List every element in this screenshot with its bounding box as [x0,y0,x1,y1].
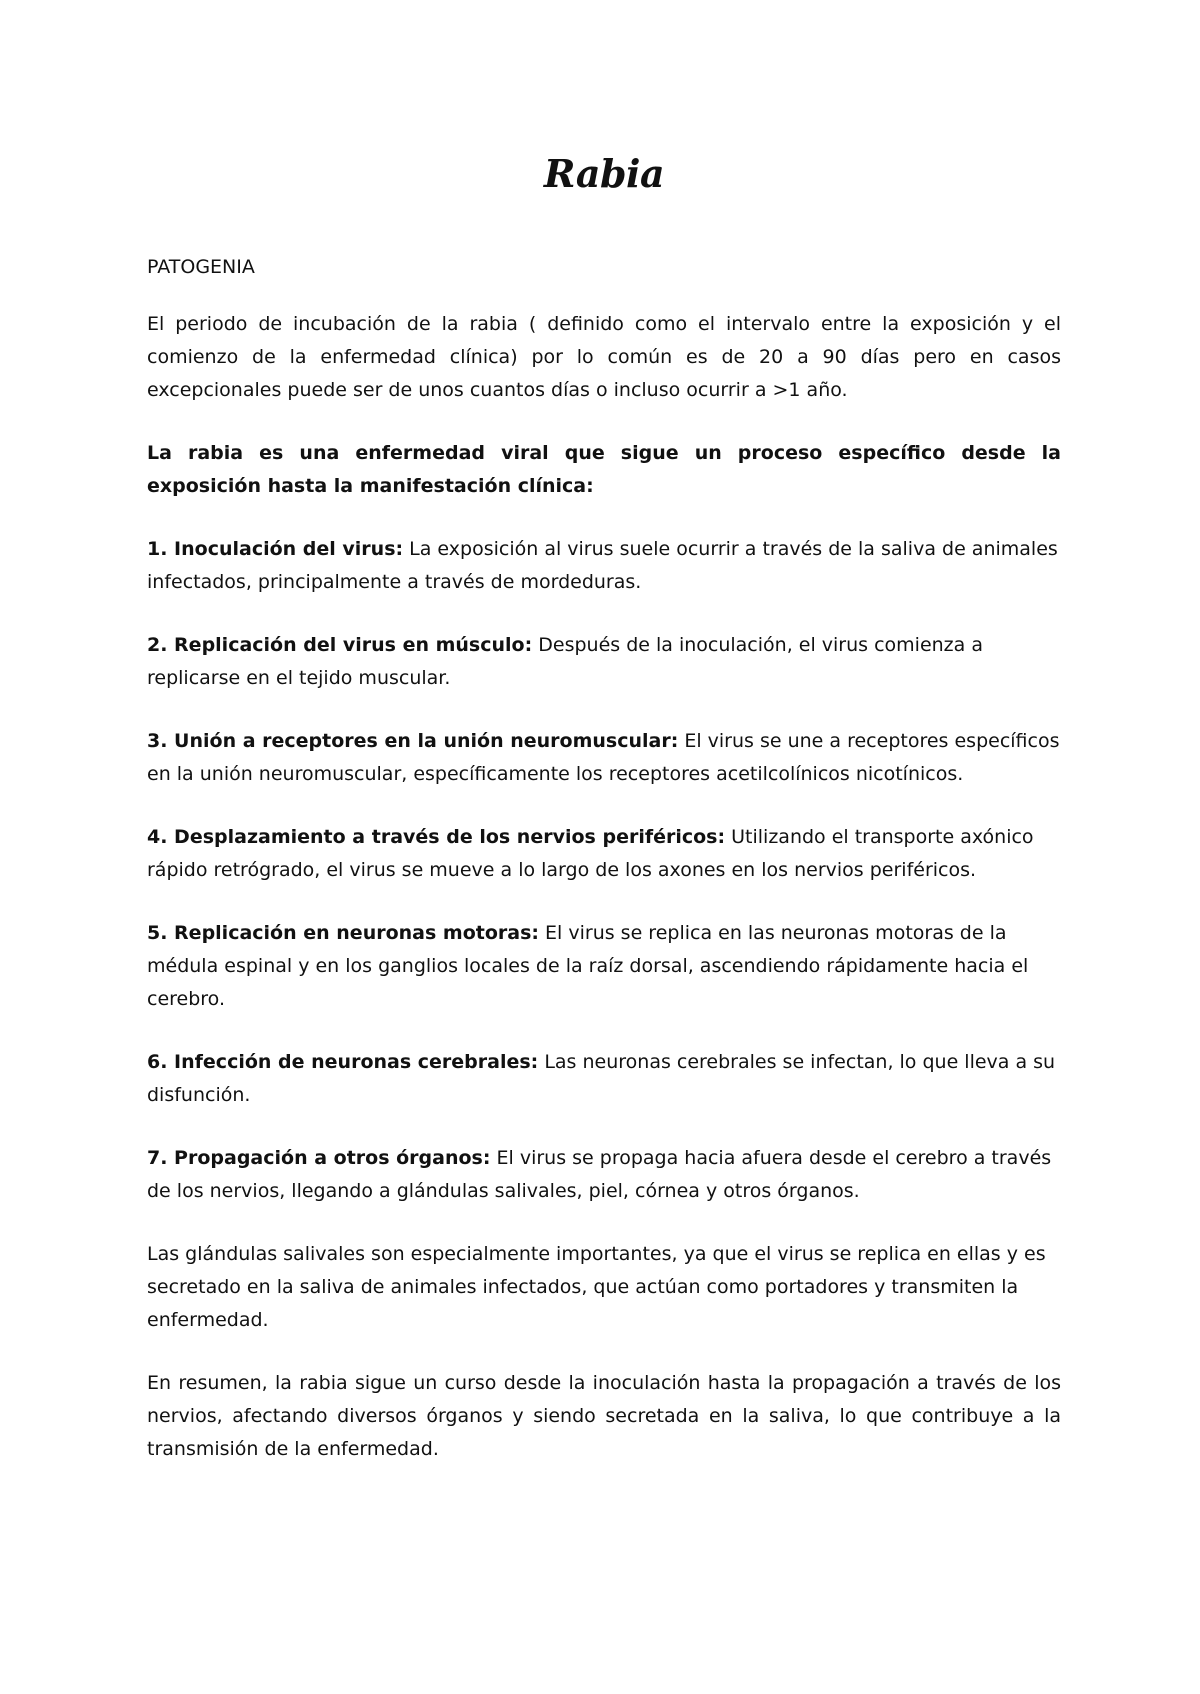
step-item-6 [147,1046,1061,1112]
step-label: 2. Replicación del virus en músculo: [147,634,533,656]
step-label: 4. Desplazamiento a través de los nervios periféricos: [147,826,726,848]
step-item-4 [147,821,1061,887]
document-body [147,150,1061,1496]
intro-paragraph: El periodo de incubación de la rabia ( definido como el intervalo entre la exposición y el comienzo de la enfermedad clínica) por lo común es de 20 a 90 días pero en casos excepcionales puede ser de unos cuantos días o incluso ocurrir a >1 año. [147,313,1061,401]
document-title: Rabia [543,151,665,196]
step-item-3 [147,725,1061,791]
step-label: 5. Replicación en neuronas motoras: [147,922,539,944]
step-item-2 [147,629,1061,695]
step-text: Después de la inoculación, el virus comienza a replicarse en el tejido muscular. [147,634,983,689]
step-item-1 [147,533,1061,599]
step-text: El virus se une a receptores específicos en la unión neuromuscular, específicamente los receptores acetilcolínicos nicotínicos. [147,730,1060,785]
salivary-glands-paragraph: Las glándulas salivales son especialmente importantes, ya que el virus se replica en ellas y es secretado en la saliva de animales infectados, que actúan como portadores y transmiten la enfermedad. [147,1243,1046,1331]
process-intro-paragraph: La rabia es una enfermedad viral que sigue un proceso específico desde la exposición hasta la manifestación clínica: [147,442,1061,497]
step-text: El virus se replica en las neuronas motoras de la médula espinal y en los ganglios locales de la raíz dorsal, ascendiendo rápidamente hacia el cerebro. [147,922,1029,1010]
step-item-7 [147,1142,1061,1208]
step-text: Utilizando el transporte axónico rápido retrógrado, el virus se mueve a lo largo de los axones en los nervios periféricos. [147,826,1034,881]
step-text: La exposición al virus suele ocurrir a través de la saliva de animales infectados, principalmente a través de mordeduras. [147,538,1058,593]
section-heading: PATOGENIA [147,256,255,278]
step-text: Las neuronas cerebrales se infectan, lo que lleva a su disfunción. [147,1051,1056,1106]
step-label: 1. Inoculación del virus: [147,538,404,560]
step-label: 7. Propagación a otros órganos: [147,1147,491,1169]
step-item-5 [147,917,1061,1016]
summary-paragraph: En resumen, la rabia sigue un curso desde la inoculación hasta la propagación a través de los nervios, afectando diversos órganos y siendo secretada en la saliva, lo que contribuye a la transmisión de la enfermedad. [147,1372,1061,1460]
step-text: El virus se propaga hacia afuera desde el cerebro a través de los nervios, llegando a glándulas salivales, piel, córnea y otros órganos. [147,1147,1052,1202]
step-label: 6. Infección de neuronas cerebrales: [147,1051,539,1073]
step-label: 3. Unión a receptores en la unión neuromuscular: [147,730,679,752]
